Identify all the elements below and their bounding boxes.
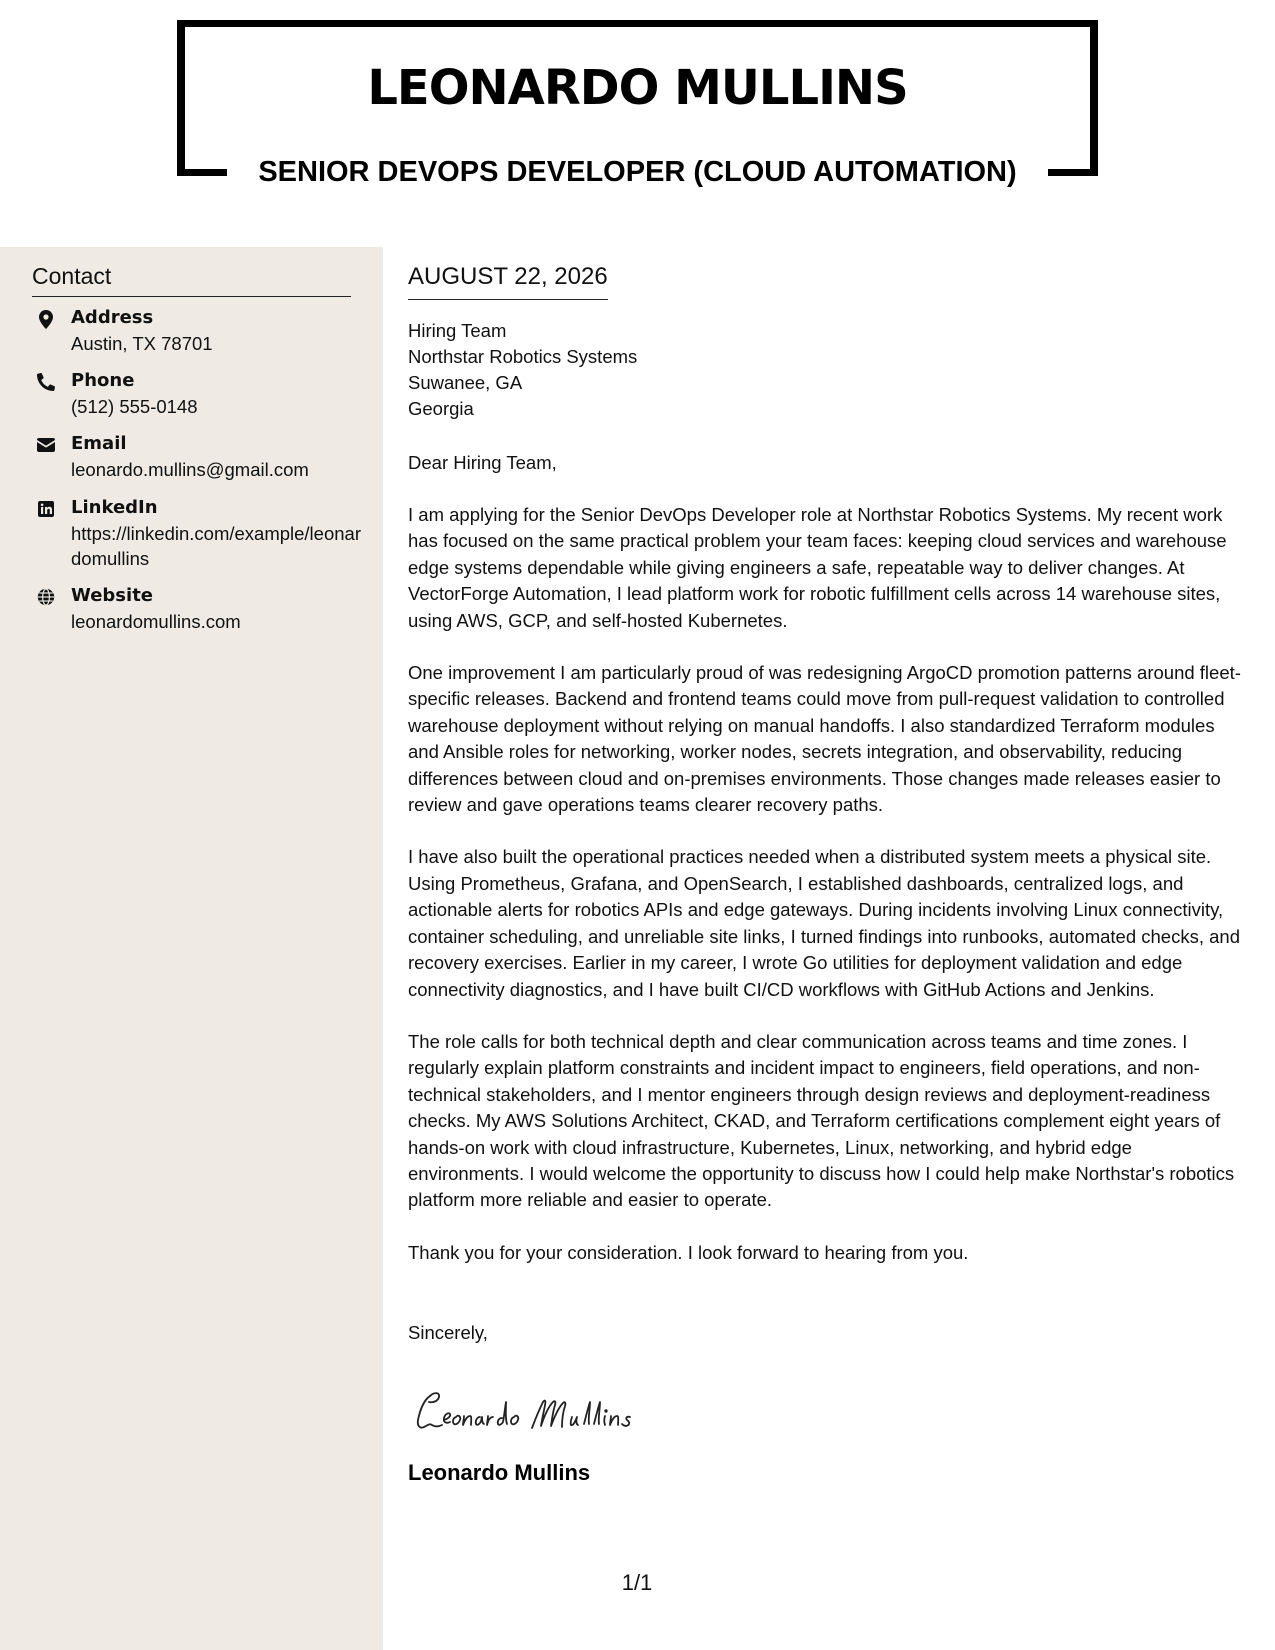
letter-body [408,262,1250,1486]
signer-name: Leonardo Mullins [408,1460,591,1486]
letter-date: AUGUST 22, 2026 [408,262,608,300]
contact-label: Phone [71,370,135,391]
header-frame-right [1090,20,1098,176]
paragraph: The role calls for both technical depth and clear communication across teams and time zones. I regularly explain platform constraints and incident impact to engineers, field operations, and non-technical stakeholders, and I mentor engineers through design reviews and deployment-readiness checks. My AWS Solutions Architect, CKAD, and Terraform certifications complement eight years of hands-on work with cloud infrastructure, Kubernetes, Linux, networking, and hybrid edge environments. I would welcome the opportunity to discuss how I could help make Northstar's robotics platform more reliable and easier to operate. [408,1030,1235,1211]
recipient-block [408,318,1250,422]
job-title: SENIOR DEVOPS DEVELOPER (CLOUD AUTOMATION) [227,154,1048,190]
recipient-line: Georgia [408,398,474,419]
salutation: Dear Hiring Team, [408,452,557,473]
linkedin-icon [36,499,56,519]
recipient-line: Northstar Robotics Systems [408,346,638,367]
handwritten-signature [408,1384,1250,1438]
page-number: 1/1 [621,1570,653,1595]
globe-icon [36,587,56,607]
phone-value: (512) 555-0148 [71,396,198,417]
recipient-line: Hiring Team [408,320,507,341]
contact-heading: Contact [32,262,351,297]
paragraph: Thank you for your consideration. I look forward to hearing from you. [408,1241,969,1263]
email-value[interactable]: leonardo.mullins@gmail.com [71,459,309,480]
header-frame-top [177,20,1098,27]
contact-label: Address [71,307,154,328]
contact-label: Website [71,585,154,606]
header-frame-left [177,20,185,176]
recipient-line: Suwanee, GA [408,372,523,393]
closing: Sincerely, [408,1322,488,1344]
header-frame-bottom-left [177,169,227,176]
paragraph: One improvement I am particularly proud of was redesigning ArgoCD promotion patterns around fleet-specific releases. Backend and frontend teams could move from pull-request validation to controlled warehouse deployment without relying on manual handoffs. I also standardized Terraform modules and Ansible roles for networking, worker nodes, secrets integration, and observability, reducing differences between cloud and on-premises environments. Those changes made releases easier to review and gave operations teams clearer recovery paths. [408,662,1241,816]
contact-label: Email [71,433,127,454]
website-value[interactable]: leonardomullins.com [71,611,241,632]
contact-label: LinkedIn [71,497,158,518]
envelope-icon [36,435,56,455]
linkedin-value[interactable]: https://linkedin.com/example/leonardomullins [71,523,361,569]
paragraph: I am applying for the Senior DevOps Developer role at Northstar Robotics Systems. My recent work has focused on the same practical problem your team faces: keeping cloud services and warehouse edge systems dependable while giving engineers a safe, repeatable way to deliver changes. At VectorForge Automation, I lead platform work for robotic fulfillment cells across 14 warehouse sites, using AWS, GCP, and self-hosted Kubernetes. [408,504,1227,631]
address-value: Austin, TX 78701 [71,333,213,354]
paragraph: I have also built the operational practices needed when a distributed system meets a physical site. Using Prometheus, Grafana, and OpenSearch, I established dashboards, centralized logs, and actionable alerts for robotics APIs and edge gateways. During incidents involving Linux connectivity, container scheduling, and unreliable site links, I turned findings into runbooks, automated checks, and recovery exercises. Earlier in my career, I wrote Go utilities for deployment validation and edge connectivity diagnostics, and I have built CI/CD workflows with GitHub Actions and Jenkins. [408,846,1240,1000]
candidate-name: LEONARDO MULLINS [367,60,908,116]
map-pin-icon [36,309,56,329]
phone-icon [36,372,56,392]
header-frame-bottom-right [1048,169,1098,176]
